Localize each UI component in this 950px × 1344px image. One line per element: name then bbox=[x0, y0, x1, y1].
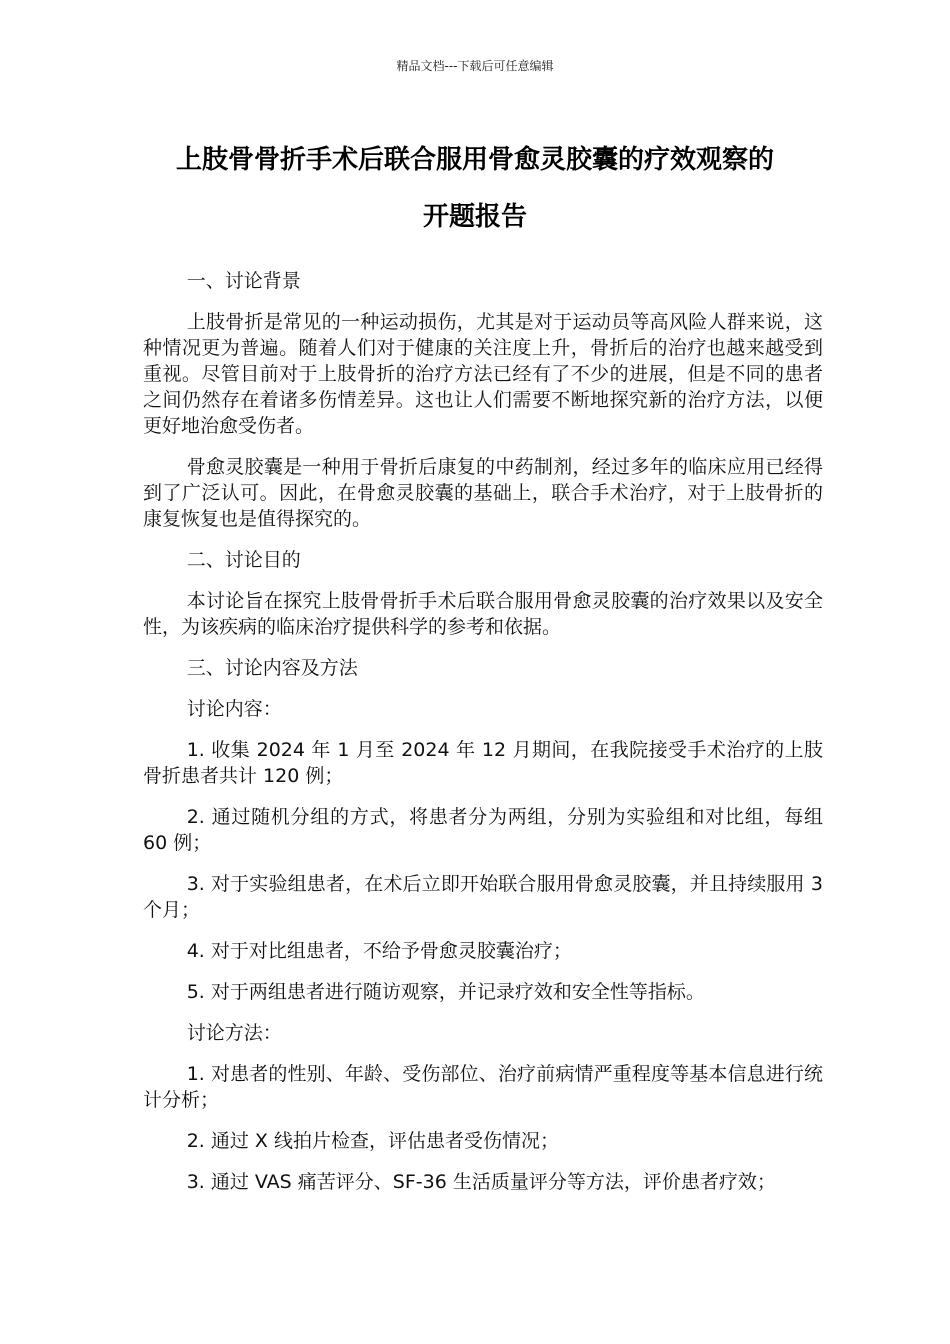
list-item: 4. 对于对比组患者，不给予骨愈灵胶囊治疗； bbox=[186, 940, 572, 962]
title-line-2: 开题报告 bbox=[422, 202, 527, 232]
content-label: 讨论内容： bbox=[186, 698, 282, 720]
paragraph: 本讨论旨在探究上肢骨骨折手术后联合服用骨愈灵胶囊的治疗效果以及安全性，为该疾病的临床治疗提供科学的参考和依据。 bbox=[143, 590, 823, 638]
list-item: 3. 通过 VAS 痛苦评分、SF-36 生活质量评分等方法，评价患者疗效； bbox=[186, 1171, 776, 1193]
list-item: 2. 通过 X 线拍片检查，评估患者受伤情况； bbox=[186, 1130, 559, 1152]
list-item: 1. 收集 2024 年 1 月至 2024 年 12 月期间，在我院接受手术治疗的上肢骨折患者共计 120 例； bbox=[143, 739, 823, 787]
list-item: 1. 对患者的性别、年龄、受伤部位、治疗前病情严重程度等基本信息进行统计分析； bbox=[143, 1063, 823, 1111]
section-heading-background: 一、讨论背景 bbox=[186, 270, 301, 292]
section-heading-purpose: 二、讨论目的 bbox=[186, 549, 301, 571]
method-label: 讨论方法： bbox=[186, 1022, 282, 1044]
page-header: 精品文档---下载后可任意编辑 bbox=[396, 59, 554, 73]
list-item: 5. 对于两组患者进行随访观察，并记录疗效和安全性等指标。 bbox=[186, 981, 705, 1003]
title-line-1: 上肢骨骨折手术后联合服用骨愈灵胶囊的疗效观察的 bbox=[175, 145, 774, 175]
paragraph: 骨愈灵胶囊是一种用于骨折后康复的中药制剂，经过多年的临床应用已经得到了广泛认可。因此，在骨愈灵胶囊的基础上，联合手术治疗，对于上肢骨折的康复恢复也是值得探究的。 bbox=[143, 456, 823, 530]
document-title bbox=[120, 132, 830, 246]
list-item: 3. 对于实验组患者，在术后立即开始联合服用骨愈灵胶囊，并且持续服用 3 个月； bbox=[143, 873, 823, 921]
paragraph: 上肢骨折是常见的一种运动损伤，尤其是对于运动员等高风险人群来说，这种情况更为普遍。随着人们对于健康的关注度上升，骨折后的治疗也越来越受到重视。尽管目前对于上肢骨折的治疗方法已经有了不少的进展，但是不同的患者之间仍然存在着诸多伤情差异。这也让人们需要不断地探究新的治疗方法，以便更好地治愈受伤者。 bbox=[143, 311, 823, 437]
list-item: 2. 通过随机分组的方式，将患者分为两组，分别为实验组和对比组，每组 60 例； bbox=[143, 806, 823, 854]
document-body bbox=[143, 268, 823, 1210]
section-heading-content: 三、讨论内容及方法 bbox=[186, 657, 358, 679]
